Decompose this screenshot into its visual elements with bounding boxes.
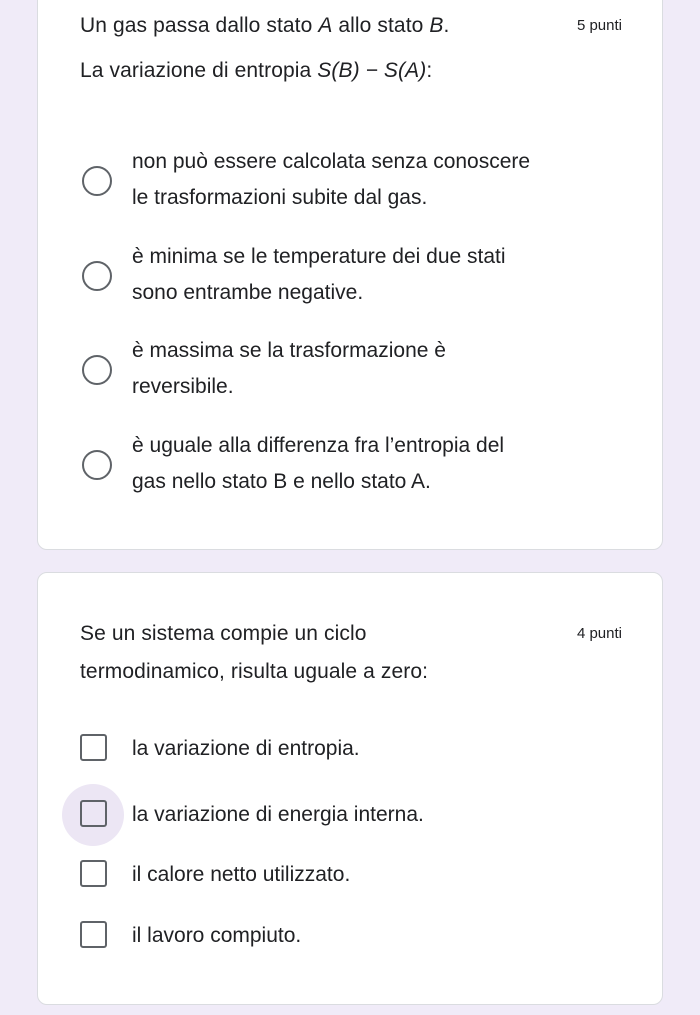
option-label: la variazione di entropia. (132, 737, 360, 760)
checkbox-container[interactable] (62, 905, 124, 967)
option-label: è uguale alla differenza fra l’entropia del gas nello stato B e nello stato A. (132, 434, 505, 493)
checkbox[interactable] (80, 921, 107, 948)
entropy-expression: S(B) − S(A) (317, 59, 427, 82)
state-b-symbol: B (429, 14, 444, 37)
radio-option-3[interactable] (80, 333, 640, 405)
points-badge: 5 punti (576, 17, 622, 34)
option-label: il calore netto utilizzato. (132, 863, 351, 886)
question-title (80, 7, 449, 45)
question-subtitle-text: La variazione di entropia (80, 59, 318, 82)
question-subtitle-text: : (426, 59, 433, 82)
checkbox-container[interactable] (62, 718, 124, 780)
checkbox-option-2[interactable] (80, 797, 640, 833)
question-title-line2: termodinamico, risulta uguale a zero: (80, 660, 429, 683)
points-badge: 4 punti (576, 625, 622, 642)
question-subtitle (80, 52, 432, 90)
checkbox[interactable] (80, 860, 107, 887)
question-title-text: Un gas passa dallo stato (80, 14, 319, 37)
radio-option-1[interactable] (80, 144, 640, 216)
option-label: il lavoro compiuto. (132, 924, 302, 947)
question-card-cycle (37, 572, 663, 1005)
radio-button[interactable] (82, 166, 112, 196)
option-label: non può essere calcolata senza conoscere le trasformazioni subite dal gas. (132, 150, 531, 209)
checkbox-container[interactable] (62, 784, 124, 846)
radio-option-4[interactable] (80, 428, 640, 500)
checkbox-option-3[interactable] (80, 857, 640, 893)
question-title: Se un sistema compie un ciclo (80, 622, 367, 645)
checkbox-option-4[interactable] (80, 918, 640, 954)
option-label: la variazione di energia interna. (132, 803, 424, 826)
state-a-symbol: A (318, 14, 333, 37)
checkbox-container[interactable] (62, 844, 124, 906)
option-label: è minima se le temperature dei due stati sono entrambe negative. (132, 245, 506, 304)
radio-option-2[interactable] (80, 239, 640, 311)
radio-button[interactable] (82, 261, 112, 291)
radio-button[interactable] (82, 355, 112, 385)
checkbox-option-1[interactable] (80, 731, 640, 767)
question-title-text: . (443, 14, 450, 37)
radio-button[interactable] (82, 450, 112, 480)
checkbox[interactable] (80, 734, 107, 761)
question-title-text: allo stato (332, 14, 430, 37)
question-card-entropy (37, 0, 663, 550)
checkbox[interactable] (80, 800, 107, 827)
option-label: è massima se la trasformazione è reversibile. (132, 339, 446, 398)
